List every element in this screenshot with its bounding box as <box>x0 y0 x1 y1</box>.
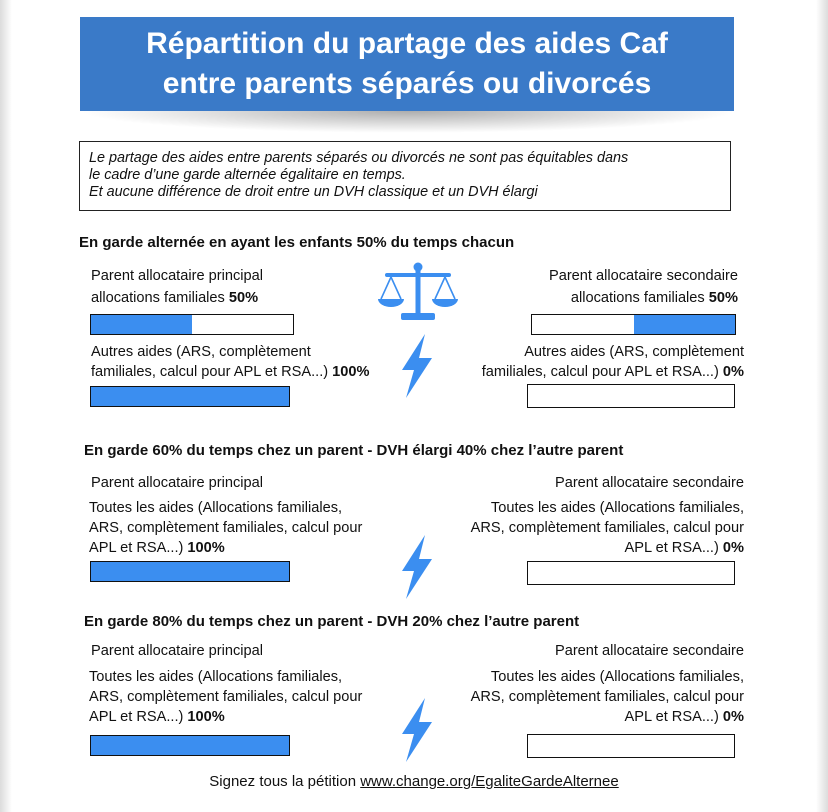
s2-right-line3: APL et RSA...) 0% <box>624 540 744 556</box>
title-shadow <box>78 111 738 133</box>
s2-right-heading: Parent allocataire secondaire <box>554 475 744 491</box>
s1-right-heading: Parent allocataire secondaire <box>548 268 738 284</box>
s2-left-bar <box>90 561 290 582</box>
section-3-title: En garde 80% du temps chez un parent - DVH 20% chez l’autre parent <box>84 613 580 630</box>
s2-left-line2: ARS, complètement familiales, calcul pour <box>89 520 363 536</box>
s3-right-line2: ARS, complètement familiales, calcul pour <box>470 689 744 705</box>
intro-line-1: Le partage des aides entre parents séparés ou divorcés ne sont pas équitables dans <box>89 150 629 166</box>
s2-left-line1: Toutes les aides (Allocations familiales, <box>89 500 343 516</box>
footer <box>0 773 828 790</box>
s2-left-line3: APL et RSA...) 100% <box>89 540 225 556</box>
section-1-title: En garde alternée en ayant les enfants 50% du temps chacun <box>79 234 515 251</box>
intro-line-2: le cadre d’une garde alternée égalitaire en temps. <box>89 167 406 183</box>
s1-right-allocations-bar <box>531 314 736 335</box>
title-line-2: entre parents séparés ou divorcés <box>162 67 652 100</box>
s3-left-heading: Parent allocataire principal <box>91 643 263 659</box>
s3-left-line1: Toutes les aides (Allocations familiales, <box>89 669 343 685</box>
footer-text: Signez tous la pétition <box>209 773 361 790</box>
page-edge-right <box>816 0 828 812</box>
s3-right-bar <box>527 734 735 758</box>
lightning-bolt-icon <box>396 535 436 599</box>
s2-right-line2: ARS, complètement familiales, calcul pour <box>470 520 744 536</box>
petition-link[interactable]: www.change.org/EgaliteGardeAlternee <box>360 773 619 790</box>
s3-left-bar <box>90 735 290 756</box>
s1-right-other-line2: familiales, calcul pour APL et RSA...) 0% <box>481 364 744 380</box>
lightning-bolt-icon <box>396 698 436 762</box>
s3-right-line1: Toutes les aides (Allocations familiales, <box>490 669 744 685</box>
s1-left-other-line1: Autres aides (ARS, complètement <box>91 344 311 360</box>
s1-right-other-line1: Autres aides (ARS, complètement <box>524 344 744 360</box>
s1-left-other-line2: familiales, calcul pour APL et RSA...) 100% <box>91 364 370 380</box>
s2-right-line1: Toutes les aides (Allocations familiales, <box>490 500 744 516</box>
s2-right-bar <box>527 561 735 585</box>
s1-left-heading: Parent allocataire principal <box>91 268 263 284</box>
scales-icon <box>377 261 459 323</box>
s1-left-other-bar <box>90 386 290 407</box>
s3-left-line2: ARS, complètement familiales, calcul pour <box>89 689 363 705</box>
section-2-title: En garde 60% du temps chez un parent - DVH élargi 40% chez l’autre parent <box>84 442 624 459</box>
s3-left-line3: APL et RSA...) 100% <box>89 709 225 725</box>
bar-fill <box>91 736 289 755</box>
s3-right-line3: APL et RSA...) 0% <box>624 709 744 725</box>
lightning-bolt-icon <box>396 334 436 398</box>
s1-left-allocations-bar <box>90 314 294 335</box>
bar-fill <box>634 315 736 334</box>
intro-box <box>79 141 731 211</box>
page-edge-left <box>0 0 12 812</box>
s1-left-allocations: allocations familiales 50% <box>91 290 259 306</box>
bar-fill <box>91 387 289 406</box>
title-banner <box>80 17 734 111</box>
s1-right-other-bar <box>527 384 735 408</box>
s2-left-heading: Parent allocataire principal <box>91 475 263 491</box>
bar-fill <box>91 315 192 334</box>
bar-fill <box>91 562 289 581</box>
s1-right-allocations: allocations familiales 50% <box>570 290 738 306</box>
title-line-1: Répartition du partage des aides Caf <box>146 27 668 60</box>
intro-line-3: Et aucune différence de droit entre un DVH classique et un DVH élargi <box>89 184 538 200</box>
s3-right-heading: Parent allocataire secondaire <box>554 643 744 659</box>
